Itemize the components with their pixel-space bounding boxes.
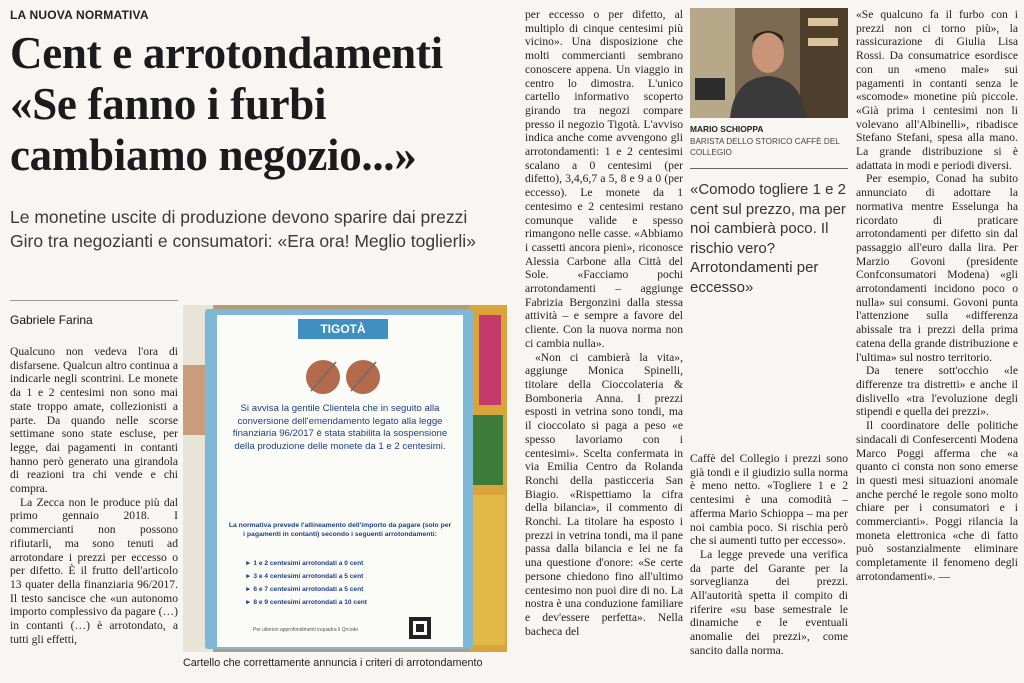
- portrait-image: [690, 8, 848, 118]
- rounding-rule: ► 8 e 9 centesimi arrotondati a 10 cent: [245, 599, 367, 606]
- notice-footer: Per ulteriori approfondimenti inquadra il Qrcode: [253, 627, 359, 633]
- portrait-photo: [690, 8, 848, 118]
- paragraph: «Se qualcuno fa il furbo con i prezzi non ci torno più», la rassicurazione di Giulia Lisa Rossi. Da consumatrice esordisce con un «meno male» sui pagamenti in contanti senza le «scomode» monetine più piccole. «Già prima i centesimi non li volevano all'Albinelli», ribadisce Stefano Stefani, spesa alla mano. La grande distribuzione si è adattata in modi e periodi diversi.: [856, 8, 1018, 172]
- rounding-rule: ► 6 e 7 centesimi arrotondati a 5 cent: [245, 586, 364, 593]
- photo-caption: Cartello che correttamente annuncia i criteri di arrotondamento: [183, 657, 483, 669]
- interviewee-name: MARIO SCHIOPPA: [690, 124, 764, 134]
- quote-divider: [690, 168, 848, 169]
- paragraph: Il coordinatore delle politiche sindacali di Confesercenti Modena Marco Poggi afferma che «a quanto ci consta non sono emerse in questi mesi situazioni anomale anche perché le regole sono molto chiare per i consumatori e i commercianti». Poggi rilancia la moneta elettronica «che di fatto può sostanzialmente eliminare completamente il fenomeno degli arrotondamenti». —: [856, 419, 1018, 583]
- pull-quote: «Comodo togliere 1 e 2 cent sul prezzo, ma per noi cambierà poco. Il rischio vero? Arrotondamenti per eccesso»: [690, 181, 846, 296]
- article-column-3: [525, 8, 683, 683]
- paragraph: Per esempio, Conad ha subito annunciato di adottare la normativa mentre Esselunga ha ricordato di praticare arrotondamenti per difetto sin dal passaggio all'euro dalla lira. Per Marzio Govoni (presidente Confconsumatori Modena) «gli arrotondamenti incidono poco o nulla» sui consumi. Govoni punta l'attenzione sulla «differenza abissale tra i prezzi della prima catena della grande distribuzione e l'ultima» sul nostro territorio.: [856, 172, 1018, 364]
- subheadline-line: Le monetine uscite di produzione devono sparire dai prezzi: [10, 207, 468, 227]
- shop-notice-photo: [183, 305, 507, 652]
- section-kicker: LA NUOVA NORMATIVA: [10, 8, 149, 22]
- article-column-1: [10, 345, 178, 683]
- paragraph: Qualcuno non vedeva l'ora di disfarsene. Qualcun altro continua a indicarle negli scontrini. Le monete da 1 e 2 centesimi non sono mai state troppo amate, collezionisti a parte. Da quando nelle scorse settimane sono state escluse, per legge, dai pagamenti in contanti hanno però generato una girandola di reazioni tra chi vende e chi compra.: [10, 345, 178, 496]
- rounding-rules: [245, 557, 445, 609]
- tigota-logo: TIGOTÀ: [298, 319, 388, 339]
- headline-line: «Se fanno i furbi: [10, 79, 327, 129]
- rounding-rule: ► 1 e 2 centesimi arrotondati a 0 cent: [245, 560, 364, 567]
- byline: Gabriele Farina: [10, 313, 93, 327]
- article-column-5: [856, 8, 1018, 683]
- headline: [10, 28, 515, 181]
- paragraph: La legge prevede una verifica da parte del Garante per la sorveglianza dei prezzi. All'autorità spetta il compito di riferire «su base semestrale le dinamiche e le eventuali anomalie dei prezzi», come sancito dalla norma.: [690, 547, 848, 657]
- article-column-4: [690, 452, 848, 683]
- notice-subtext: La normativa prevede l'allineamento dell'importo da pagare (solo per i pagamenti in contanti) secondo i seguenti arrotondamenti:: [228, 522, 452, 538]
- paragraph: La Zecca non le produce più dal primo gennaio 2018. I commercianti non possono rifiutarli, ma sono tenuti ad arrotondare i prezzi per eccesso o per difetto. È il frutto dell'articolo 13 quater della finanziaria 96/2017. Il testo sancisce che «un autonomo importo complessivo da pagare (…) in contanti (…) è arrotondato, a tutti gli effetti,: [10, 495, 178, 646]
- notice-text: Si avvisa la gentile Clientela che in seguito alla conversione dell'emendamento legato alla legge finanziaria 96/2017 è stata stabilita la sospensione della produzione delle monete da 1 e 2 centesimi.: [232, 403, 448, 452]
- headline-line: Cent e arrotondamenti: [10, 28, 443, 78]
- byline-divider: [10, 300, 178, 301]
- subheadline-line: Giro tra negozianti e consumatori: «Era ora! Meglio toglierli»: [10, 231, 476, 251]
- paragraph: Da tenere sott'occhio «le differenze tra distretti» e anche il dislivello «tra l'evoluzione degli stipendi e quella dei prezzi».: [856, 364, 1018, 419]
- paragraph: per eccesso o per difetto, al multiplo di cinque centesimi più vicino». Una disposizione che molti commercianti sembrano conoscere appena. Un viaggio in centro lo dimostra. L'unico cartello informativo scoperto girando tra negozi compare presso il negozio Tigotà. L'avviso indica anche come avvengono gli arrotondamenti: 1 e 2 centesimi scalano a 0 centesimi (per difetto), 3,4,6,7 a 5, 8 e 9 a 0 (per eccesso). Le monete da 1 centesimo e 2 centesimi restano comunque valide e spesso rimangono nelle casse. «Abbiamo i cassetti ancora pieni», riconosce Alessia Carbone alla Città del Sole. «Facciamo pochi arrotondamenti – aggiunge Fabrizia Bergonzini dalla stessa attività – e sempre a favore del cliente. Con la nuova norma non ci cambia nulla».: [525, 8, 683, 350]
- interviewee-role: BARISTA DELLO STORICO CAFFÈ DEL COLLEGIO: [690, 137, 840, 157]
- paragraph: «Non ci cambierà la vita», aggiunge Monica Spinelli, titolare della Cioccolateria & Bomboneria Anna. I prezzi esposti in vetrina sono tondi, ma il cioccolato si paga a peso «e spesso lavoriamo con i centesimi». Scelta confermata in via Emilia Centro da Rolanda Ronchi della pasticceria San Biagio. «Rispettiamo la cifra della bilancia», il commento di Ronchi. La titolare ha esposto i prezzi in vetrina tondi, ma il pane passa dalla bilancia e lei ne fa una questione d'onore: «Se certe persone chiedono fino all'ultimo centesimo non puoi dire di no. La nostra è una conduzione familiare e dev'essere perfetta». Nella bacheca del: [525, 350, 683, 638]
- paragraph: Caffè del Collegio i prezzi sono già tondi e il giudizio sulla norma è meno netto. «Togliere 1 e 2 centesimi è una comodità – afferma Mario Schioppa – ma per noi cambia poco. Si rischia però che si aumenti tutto per eccesso».: [690, 452, 848, 548]
- rounding-rule: ► 3 e 4 centesimi arrotondati a 5 cent: [245, 573, 364, 580]
- subheadline: [10, 205, 515, 253]
- headline-line: cambiamo negozio...»: [10, 130, 417, 180]
